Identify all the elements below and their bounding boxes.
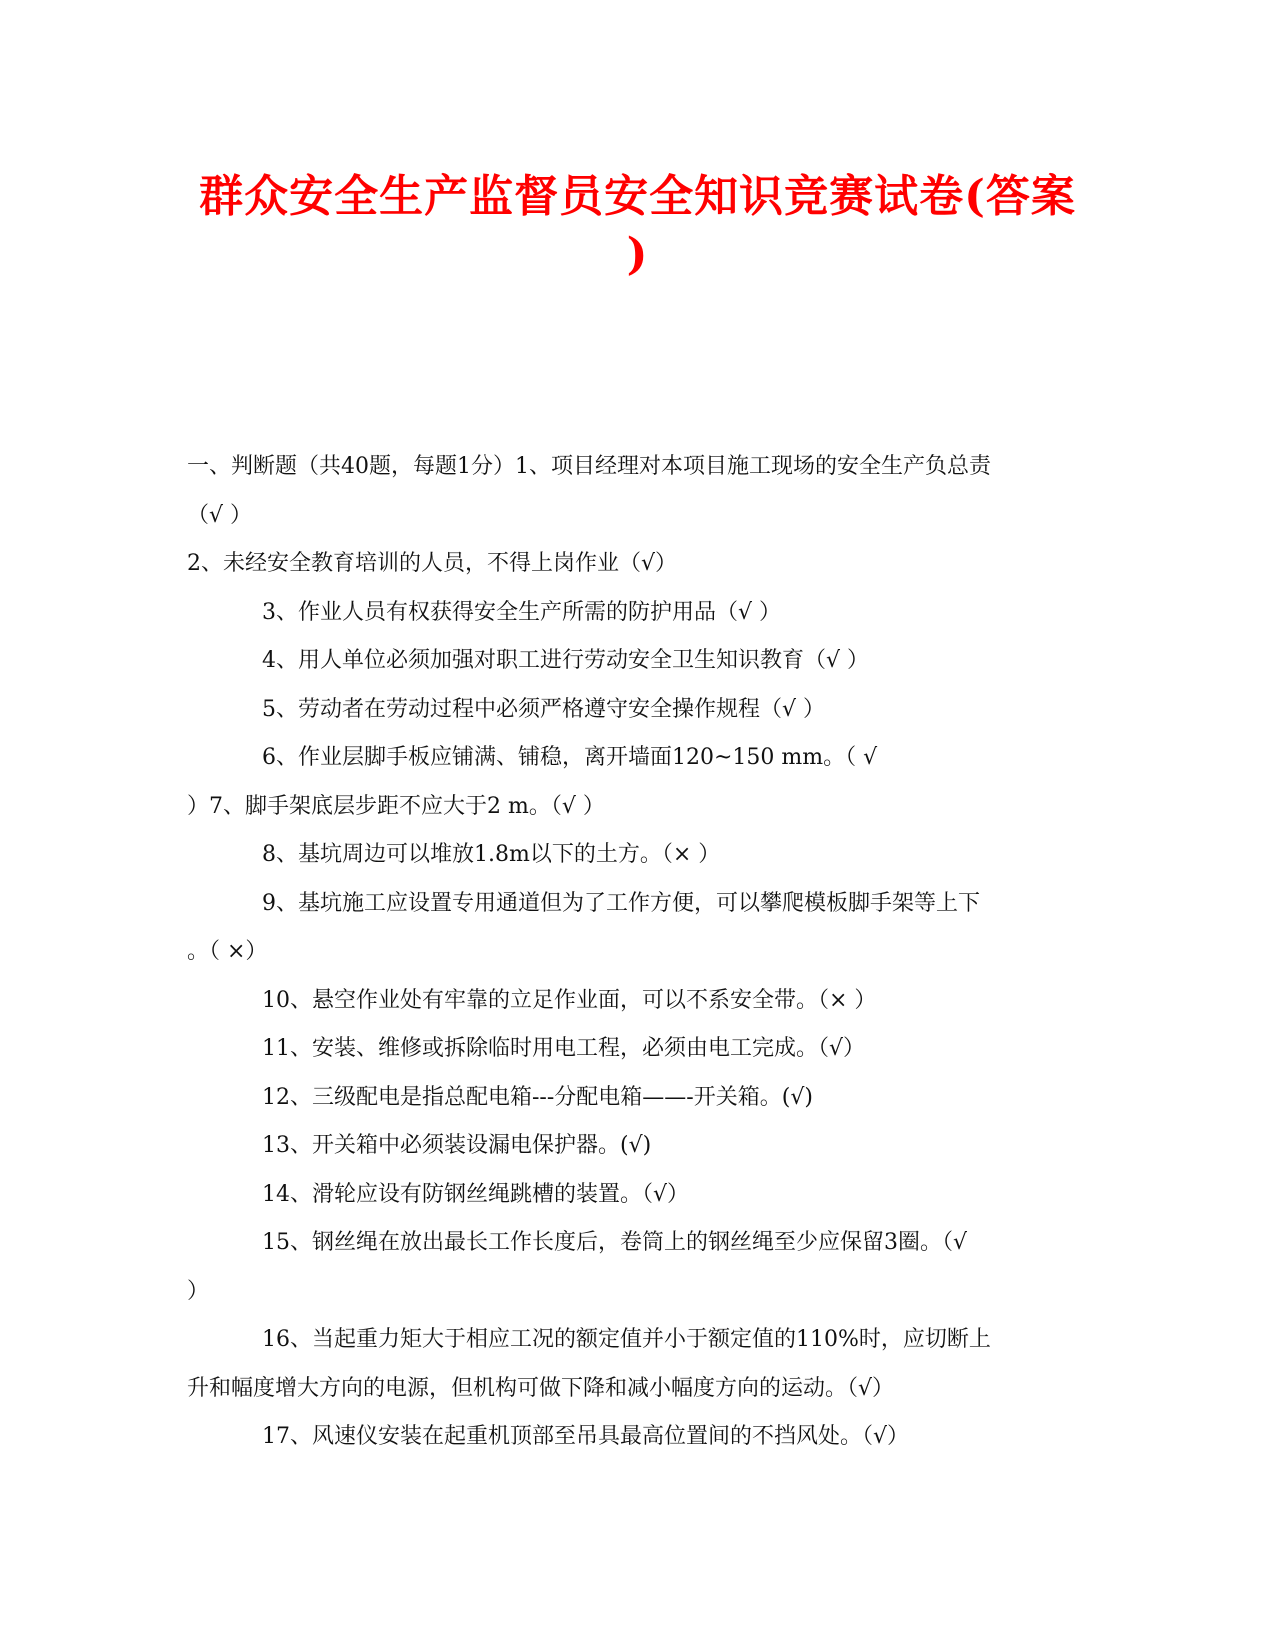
text-line: 5、劳动者在劳动过程中必须严格遵守安全操作规程（√ ）: [262, 696, 826, 722]
text-line: 11、安装、维修或拆除临时用电工程，必须由电工完成。（√）: [262, 1036, 866, 1061]
text-line: 。（ ×）: [187, 939, 268, 964]
text-line: 升和幅度增大方向的电源，但机构可做下降和减小幅度方向的运动。（√）: [187, 1375, 895, 1401]
text-line: 一、判断题（共40题，每题1分）1、项目经理对本项目施工现场的安全生产负总责: [187, 454, 991, 479]
document-title: [150, 168, 1125, 284]
text-line: ）7、脚手架底层步距不应大于2 m。（√ ）: [187, 793, 605, 819]
text-line: （√ ）: [187, 502, 253, 528]
text-line: 14、滑轮应设有防钢丝绳跳槽的装置。（√）: [262, 1181, 690, 1207]
text-line: 2、未经安全教育培训的人员，不得上岗作业（√）: [187, 551, 678, 576]
text-line: 8、基坑周边可以堆放1.8m以下的土方。（× ）: [262, 842, 721, 867]
text-line: 6、作业层脚手板应铺满、铺稳，离开墙面120~150 mm。（ √: [262, 745, 878, 770]
text-line: 13、开关箱中必须装设漏电保护器。(√): [262, 1133, 652, 1158]
title-line-1: 群众安全生产监督员安全知识竞赛试卷(答案: [199, 171, 1076, 222]
text-line: 16、当起重力矩大于相应工况的额定值并小于额定值的110%时，应切断上: [262, 1327, 991, 1352]
text-line: 15、钢丝绳在放出最长工作长度后，卷筒上的钢丝绳至少应保留3圈。（√: [262, 1230, 968, 1255]
text-line: 3、作业人员有权获得安全生产所需的防护用品（√ ）: [262, 599, 782, 625]
text-line: 4、用人单位必须加强对职工进行劳动安全卫生知识教育（√ ）: [262, 648, 870, 673]
text-line: 17、风速仪安装在起重机顶部至吊具最高位置间的不挡风处。（√）: [262, 1424, 910, 1449]
title-line-2: ): [626, 229, 649, 280]
text-line: 9、基坑施工应设置专用通道但为了工作方便，可以攀爬模板脚手架等上下: [262, 890, 980, 916]
text-line: 10、悬空作业处有牢靠的立足作业面，可以不系安全带。（× ）: [262, 987, 877, 1013]
text-line: 12、三级配电是指总配电箱---分配电箱——-开关箱。(√): [262, 1084, 813, 1110]
text-line: ）: [187, 1278, 210, 1304]
document-body: [187, 443, 1087, 1462]
